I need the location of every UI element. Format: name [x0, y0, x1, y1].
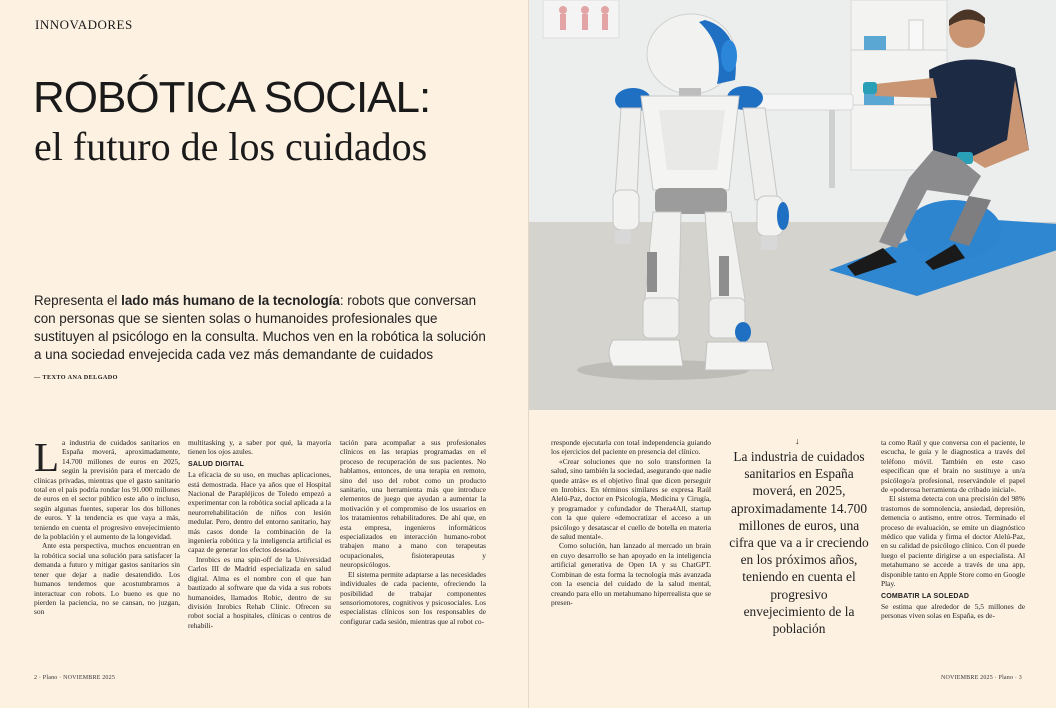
pull-quote-arrow: ↓: [795, 436, 800, 446]
photo-illustration: [529, 0, 1056, 410]
col3-paragraph-2: El sistema permite adaptarse a las necesidades individuales de cada paciente, ofreciendo la posibilidad de trabajar componentes sensoriomotores, cognitivos y psicosociales. Los especialistas clínicos son los responsables de configurar cada sesión, mientras que al robot co-: [340, 569, 486, 626]
pull-quote: La industria de cuidados sanitarios en España moverá, en 2025, aproximadamente 14.700 millones de euros, una cifra que va a ir creciendo en los próximos años, teniendo en cuenta el progresivo envejecimiento de la población: [729, 449, 869, 637]
col2-paragraph-1: multitasking y, a saber por qué, la mayoría tienen los ojos azules.: [188, 438, 331, 457]
lead-paragraph: [34, 292, 486, 364]
robot-therapy-photo: [529, 0, 1056, 410]
byline: — TEXTO ANA DELGADO: [34, 374, 118, 381]
right-page: [528, 0, 1056, 708]
lead-post: : robots que conversan con personas que se sienten solas o humanoides profesionales que sustituyen al psicólogo en la consulta. Muchos ven en la robótica la solución a una sociedad envejecida cada vez más demandante de cuidados: [34, 293, 486, 362]
rcol3-paragraph-1: ta como Raúl y que conversa con el paciente, le escucha, le guía y le diagnostica a través del teléfono móvil. También en este caso especifican que el brain no sustituye a un/a psicólogo/a profesional, reservándole el papel de «poderosa herramienta de cribado inicial».: [881, 438, 1025, 495]
drop-cap: L: [34, 434, 60, 480]
section-label: INNOVADORES: [35, 17, 133, 32]
page-folio-right: NOVIEMBRE 2025 · Plano · 3: [940, 675, 1022, 681]
rcol3-paragraph-3: Se estima que alrededor de 5,5 millones de personas viven solas en España, es de-: [881, 601, 1025, 621]
lead-pre: Representa el: [34, 293, 122, 308]
title-line1: ROBÓTICA SOCIAL:: [33, 73, 431, 122]
col2-paragraph-3: Inrobics es una spin-off de la Universidad Carlos III de Madrid especializada en salud digital. Alma es el nombre con el que han bautizado al software que da vida a sus robots humanoides, llamados Robic, dentro de su división Inrobics Rehab Clinic. Ofrecen su robot social a hospitales, clínicas o centros de rehabili-: [188, 554, 331, 630]
col1-paragraph-1: a industria de cuidados sanitarios en España moverá, aproximadamente, 14.700 millones de euros en 2025, según la previsión para el mercado de clínicas privadas, mientras que el gasto sanitario total en el país podría rondar los 91.000 millones de euros en el sector público este año o incluso, según algunas fuentes, superar los dos billones de euros. Y la tendencia es que vaya a más, teniendo en cuenta el progresivo envejecimiento de la población y el aumento de la longevidad.: [34, 438, 180, 542]
subheading-combatir-soledad: COMBATIR LA SOLEDAD: [881, 592, 970, 600]
body-column-3: [340, 438, 486, 626]
subheading-salud-digital: SALUD DIGITAL: [188, 460, 245, 468]
col2-paragraph-2: La eficacia de su uso, en muchas aplicaciones, está demostrada. Hace ya años que el Hospital Nacional de Parapléjicos de Toledo empezó a experimentar con la robótica social aplicada a la neurorrehabilitación de niños con lesión medular. Pero, dentro del entorno sanitario, hay más casos donde la combinación de la ingeniería robótica y la inteligencia artificial es capaz de generar los efectos deseados.: [188, 470, 331, 555]
col1-paragraph-2: Ante esta perspectiva, muchos encuentran en la robótica social una solución para satisfacer la demanda a futuro y mitigar gastos sanitarios sin tener que dejar a nadie desatendido. Los humanos tendemos que acostumbrarnos a interactuar con robots. Lo bueno es que no pierden la paciencia, no se cansan, no juzgan, son: [34, 541, 180, 617]
rcol1-paragraph-1: rresponde ejecutarla con total independencia guiando los ejercicios del paciente en presencia del clínico.: [551, 438, 711, 457]
col3-paragraph-1: tación para acompañar a sus profesionales clínicos en las terapias programadas en el proceso de recuperación de sus pacientes. No hablamos, entonces, de una terapia en remoto, sino del uso del robot como un producto sanitario, una herramienta más que introduce elementos de juego que ayudan a aumentar la motivación y el compromiso de los usuarios en los tratamientos rehabilitadores. De ahí que, en esta empresa, ingenieros informáticos especializados en interacción humano-robot trabajen mano a mano con terapeutas ocupacionales, fisioterapeutas y neuropsicólogos.: [340, 438, 486, 570]
title-line2: el futuro de los cuidados: [34, 124, 428, 169]
body-column-1: [34, 434, 180, 617]
body-column-right-1: [551, 438, 711, 607]
rcol3-paragraph-2: El sistema detecta con una precisión del 98% trastornos de somnolencia, ansiedad, depresión, demencia o autismo, entre otros. Terminado el proceso de evaluación, se emite un diagnóstico médico que valida y firma el doctor Alelú-Paz, en su calidad de psicólogo clínico. Con él puede luego el paciente dirigirse a un especialista. Al metahumano se accede a través de una app, disponible tanto en Apple Store como en Google Play.: [881, 494, 1025, 589]
page-folio-left: 2 · Plano · NOVIEMBRE 2025: [34, 675, 116, 681]
body-column-right-3: [881, 438, 1025, 621]
rcol1-paragraph-2: «Crear soluciones que no solo transformen la salud, sino también la sociedad, asegurando que nadie quede atrás» es el objetivo final que dicen perseguir en Inrobics. En términos similares se expresa Raúl Alelú-Paz, doctor en Psicología, Medicina y Cirugía, y programador y cofundador de Thera4All, startup con la que quiere «democratizar el acceso a un psicólogo y desatascar el cuello de botella en materia de salud mental».: [551, 456, 711, 542]
lead-bold: lado más humano de la tecnología: [121, 293, 340, 308]
body-column-2: [188, 438, 331, 630]
rcol1-paragraph-3: Como solución, han lanzado al mercado un brain en cuyo desarrollo se han apoyado en la inteligencia artificial generativa de Open IA y su ChatGPT. Combinan de esta forma la tecnología más avanzada con la esencia del cuidado de la salud mental, creando para ello un metahumano hiperrealista que se presen-: [551, 541, 711, 607]
